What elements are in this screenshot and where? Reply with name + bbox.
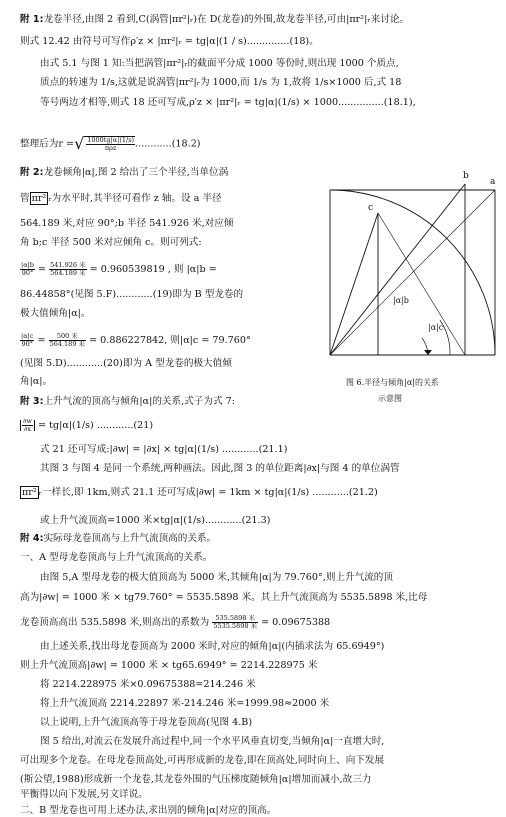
text-line: 管 πr² ᵣ为水平时,其半径可看作 z 轴。设 a 半径 (20, 193, 222, 204)
label-c: c (368, 203, 374, 213)
text-line: 极大值倾角|α|。 (20, 308, 91, 319)
equation-18-2: 整理后为r =√ $\frac{1000tg|\alpha|(1/s)}{\text{πρz}}$ ............(18.2) (20, 134, 201, 153)
text-line: 质点的转速为 1/s,这就是说涡管|πr²|ᵣ为 1000,而 1/s 为 1,故将 1/s×1000 后,式 18 (40, 77, 402, 88)
label-a: a (490, 177, 496, 187)
cross-c (378, 213, 465, 355)
figure-caption-line2: 示意图 (378, 394, 402, 403)
radius-diag (330, 190, 495, 355)
text-line: 或上升气流顶高=1000 米×tg|α|(1/s)............(21.3) (40, 515, 271, 526)
text-line: 一、A 型母龙卷顶高与上升气流顶高的关系。 (20, 552, 213, 563)
annex3-line: 附 3:上升气流的顶高与倾角|α|的关系,式子为式 7: (20, 396, 235, 407)
arrow-head (424, 350, 432, 355)
text-line: 则上升气流顶高|∂w| = 1000 米 × tg65.6949° = 2214.228975 米 (20, 660, 318, 671)
annex4-line: 附 4:实际母龙卷顶高与上升气流顶高的关系。 (20, 533, 217, 544)
text-line: 高为|∂w| = 1000 米 × tg79.760° = 5535.5898 米。其上升气流顶高为 5535.5898 米,比母 (20, 592, 428, 603)
text-line: 式 21 还可写成:|∂w| = |∂x| × tg|α|(1/s) ............(21.1) (40, 444, 288, 455)
radius-c (330, 213, 378, 355)
text-line: πr² ᵣ一样长,即 1km,则式 21.1 还可写成|∂w| = 1km × tg|α|(1/s) ............(21.2) (22, 487, 378, 498)
text-line: 角|α|。 (20, 376, 53, 387)
text-line: 86.44858°(见图 5.F)............(19)即为 B 型龙卷的 (20, 289, 244, 300)
sqrt-body: $\frac{1000tg|\alpha|(1/s)}{\text{πρz}}$ (84, 136, 135, 152)
text-line: 以上说明,上升气流顶高等于母龙卷顶高(见图 4.B) (40, 717, 253, 728)
text-line: 将上升气流顶高 2214.22897 米-214.246 米=1999.98≈2000 米 (40, 698, 330, 709)
label-alpha-c: |α|c (428, 323, 444, 332)
text-line: (斯公望,1988)形成新一个龙卷,其龙卷外围的气压梯度随倾角|α|增加而减小,故三力 (20, 774, 372, 785)
annex2-line: 附 2:龙卷倾角|α|,图 2 给出了三个半径,当单位涡 (20, 167, 229, 178)
vortex-tube-box: πr² (31, 193, 47, 204)
radius-angle-diagram (300, 140, 496, 370)
text-line: 平衡得以向下发展,另文详说。 (20, 789, 148, 800)
text-line: 角 b;c 半径 500 米对应倾角 c。则可列式: (20, 237, 202, 248)
text-line: 可出现多个龙卷。在母龙卷顶高处,可再形成新的龙卷,即在顶高处,同时向上、向下发展 (20, 755, 385, 766)
text-line: 将 2214.228975 米×0.09675388=214.246 米 (40, 679, 256, 690)
text-line: 由上述关系,找出母龙卷顶高为 2000 米时,对应的倾角|α|(内插求法为 65.6949°) (40, 641, 385, 652)
equation-coefficient: 龙卷顶高高出 535.5898 米,则高出的系数为 $\frac{\text{535.5898 米}}{\text{5535.5898 米}}$ = 0.09675388 (20, 614, 331, 630)
equation-19: $\frac{|\alpha|b}{90^\circ}$ = $\frac{\text{541.926 米}}{\text{564.189 米}}$ = 0.960539819 , 则 |α|b = (21, 261, 217, 277)
annex1-line: 附 1:龙卷半径,由图 2 看到,C(涡管|πr²|ᵣ)在 D(龙卷)的外围,故龙卷半径,可由|πr²|ᵣ来讨论。 (20, 14, 410, 25)
figure-caption: 图 6.半径与倾角|α|的关系 (346, 378, 439, 387)
equation-20: $\frac{|\alpha|c}{90^\circ}$ = $\frac{\text{500 米}}{\text{564.189 米}}$ = 0.886227842, 则|α|c = 79.760° (21, 332, 251, 348)
text-line: 由图 5,A 型母龙卷的极大值顶高为 5000 米,其倾角|α|为 79.760°,则上升气流的顶 (40, 572, 393, 583)
text-line: (见图 5.D)............(20)即为 A 型龙卷的极大值倾 (20, 358, 232, 369)
text-line: 二、B 型龙卷也可用上述办法,求出别的倾角|α|对应的顶高。 (20, 805, 277, 816)
equation-21: $\frac{\partial w}{\partial x}$ = tg|α|(1/s) ............(21) (20, 418, 153, 433)
text-line: 其图 3 与图 4 是同一个系统,两种画法。因此,图 3 的单位距离|∂x|与图 4 的单位涡管 (40, 463, 400, 474)
label-alpha-b: |α|b (393, 296, 409, 305)
text-line: 图 5 给出,对流云在发展升高过程中,同一个水平风垂直切变,当倾角|α|一直增大时, (40, 736, 385, 747)
vortex-tube-box: πr² (22, 487, 37, 498)
text-line: 由式 5.1 与图 1 知:当把涡管|πr²|ᵣ的截面平分成 1000 等份时,则出现 1000 个质点, (40, 58, 399, 69)
text-line: 则式 12.42 由符号可写作ρ′z × |πr²|ᵣ = tg|α|(1 / s)..............(18)。 (20, 36, 319, 47)
sqrt-symbol: √ (74, 134, 85, 153)
text-line: 等号两边才相等,则式 18 还可写成,ρ′z × |πr²|ᵣ = tg|α|(1/s) × 1000...............(18.1), (40, 97, 416, 108)
label-b: b (463, 171, 469, 181)
text-line: 564.189 米,对应 90°;b 半径 541.926 米,对应倾 (20, 218, 234, 229)
